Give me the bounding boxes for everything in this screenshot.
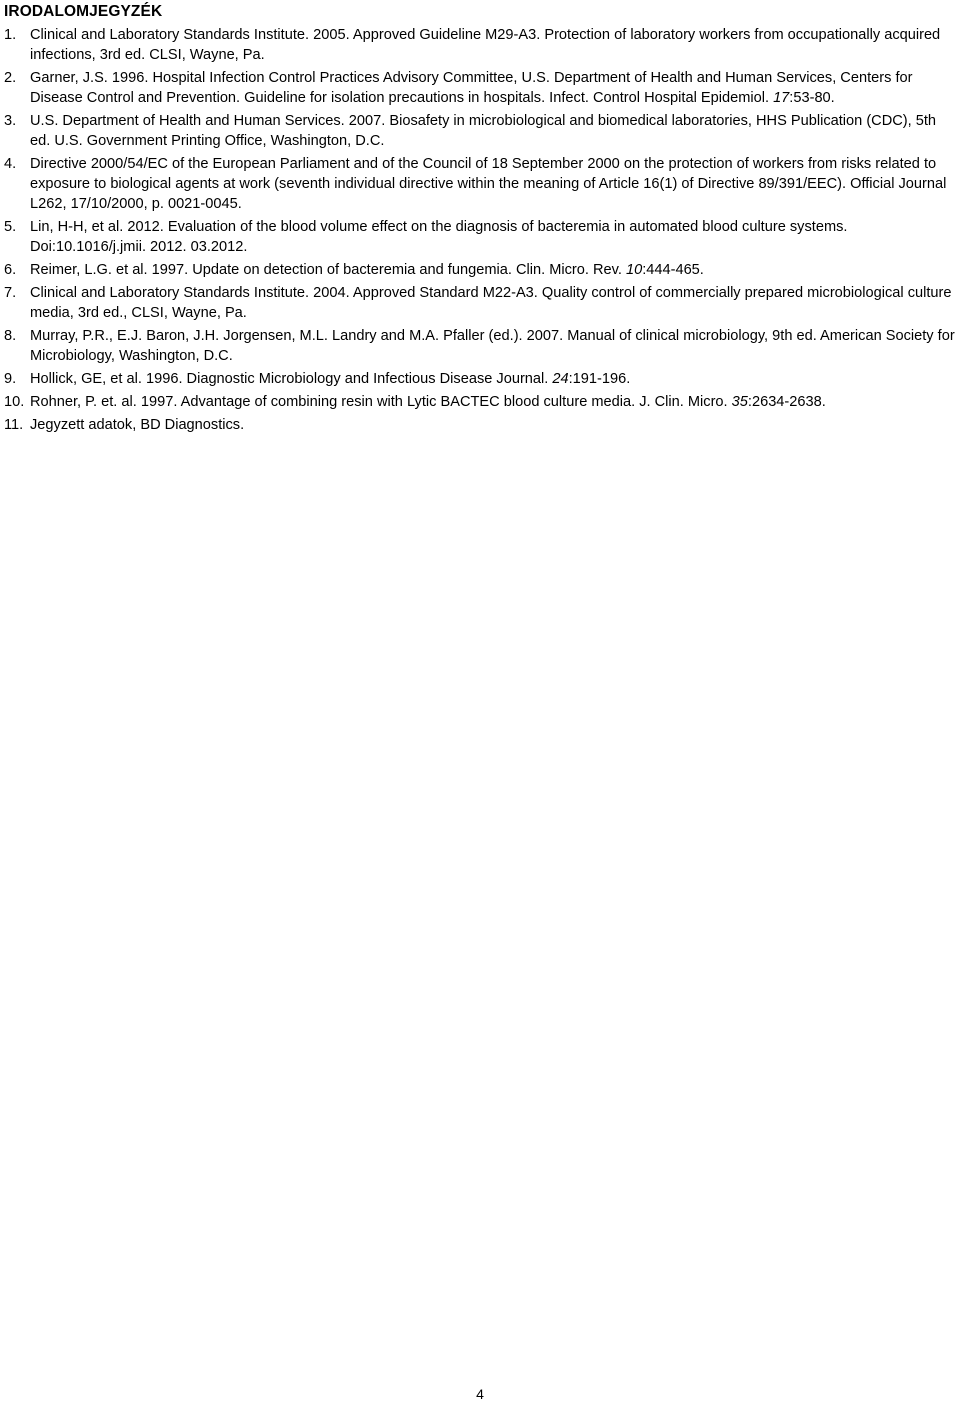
page-number: 4	[476, 1386, 484, 1402]
reference-text-segment: U.S. Department of Health and Human Services. 2007. Biosafety in microbiological and biomedical laboratories, HHS Publication (CDC), 5th ed. U.S. Government Printing Office, Washington, D.C.	[30, 113, 937, 149]
reference-item	[4, 392, 956, 412]
reference-text	[30, 260, 956, 280]
reference-number: 9.	[4, 371, 17, 387]
reference-text-segment: :191-196.	[568, 371, 631, 387]
reference-text-segment: Rohner, P. et. al. 1997. Advantage of combining resin with Lytic BACTEC blood culture media. J. Clin. Micro.	[30, 394, 732, 410]
reference-number: 5.	[4, 219, 17, 235]
reference-text	[30, 25, 956, 65]
reference-text-segment: :53-80.	[789, 90, 835, 106]
reference-item	[4, 326, 956, 366]
reference-volume: 24	[552, 371, 569, 387]
reference-item	[4, 283, 956, 323]
reference-text	[30, 111, 956, 151]
reference-text-segment: Directive 2000/54/EC of the European Parliament and of the Council of 18 September 2000 on the protection of workers from risks related to exposure to biological agents at work (seventh individual directive within the meaning of Article 16(1) of Directive 89/391/EEC). Official Journal L262, 17/10/2000, p. 0021-0045.	[30, 156, 947, 212]
reference-list	[4, 25, 956, 438]
reference-text-segment: Garner, J.S. 1996. Hospital Infection Control Practices Advisory Committee, U.S. Department of Health and Human Services, Centers for Disease Control and Prevention. Guideline for isolation precautions in hospitals. Infect. Control Hospital Epidemiol.	[30, 70, 913, 106]
reference-item	[4, 260, 956, 280]
reference-text	[30, 326, 956, 366]
reference-item	[4, 154, 956, 214]
reference-volume: 10	[625, 262, 643, 278]
reference-item	[4, 217, 956, 257]
reference-number: 7.	[4, 285, 17, 301]
reference-volume: 17	[773, 90, 790, 106]
reference-text-segment: :2634-2638.	[747, 394, 826, 410]
reference-text-segment: Hollick, GE, et al. 1996. Diagnostic Microbiology and Infectious Disease Journal.	[30, 371, 553, 387]
reference-number: 2.	[4, 70, 17, 86]
reference-text	[30, 154, 956, 214]
reference-number: 1.	[4, 27, 17, 43]
reference-number: 3.	[4, 113, 17, 129]
reference-item	[4, 369, 956, 389]
reference-text	[30, 415, 956, 435]
reference-text-segment: Reimer, L.G. et al. 1997. Update on detection of bacteremia and fungemia. Clin. Micro. Rev.	[30, 262, 626, 278]
reference-number: 6.	[4, 262, 17, 278]
page-heading: IRODALOMJEGYZÉK	[4, 3, 163, 20]
reference-number: 4.	[4, 156, 17, 172]
reference-item	[4, 415, 956, 435]
reference-text-segment: Lin, H-H, et al. 2012. Evaluation of the blood volume effect on the diagnosis of bacteremia in automated blood culture systems. Doi:10.1016/j.jmii. 2012. 03.2012.	[30, 219, 848, 255]
reference-number: 8.	[4, 328, 17, 344]
reference-text-segment: Clinical and Laboratory Standards Institute. 2004. Approved Standard M22-A3. Quality control of commercially prepared microbiological culture media, 3rd ed., CLSI, Wayne, Pa.	[30, 285, 952, 321]
reference-item	[4, 111, 956, 151]
reference-text-segment: Murray, P.R., E.J. Baron, J.H. Jorgensen, M.L. Landry and M.A. Pfaller (ed.). 2007. Manual of clinical microbiology, 9th ed. American Society for Microbiology, Washington, D.C.	[30, 328, 955, 364]
reference-text	[30, 392, 956, 412]
reference-text	[30, 369, 956, 389]
reference-text	[30, 217, 956, 257]
reference-text	[30, 68, 956, 108]
reference-text-segment: :444-465.	[642, 262, 704, 278]
reference-text-segment: Clinical and Laboratory Standards Institute. 2005. Approved Guideline M29-A3. Protection of laboratory workers from occupationally acquired infections, 3rd ed. CLSI, Wayne, Pa.	[30, 27, 941, 63]
reference-text	[30, 283, 956, 323]
reference-number: 10.	[4, 394, 25, 410]
reference-item	[4, 25, 956, 65]
reference-number: 11.	[4, 417, 24, 433]
reference-text-segment: Jegyzett adatok, BD Diagnostics.	[30, 417, 245, 433]
reference-volume: 35	[731, 394, 748, 410]
reference-item	[4, 68, 956, 108]
